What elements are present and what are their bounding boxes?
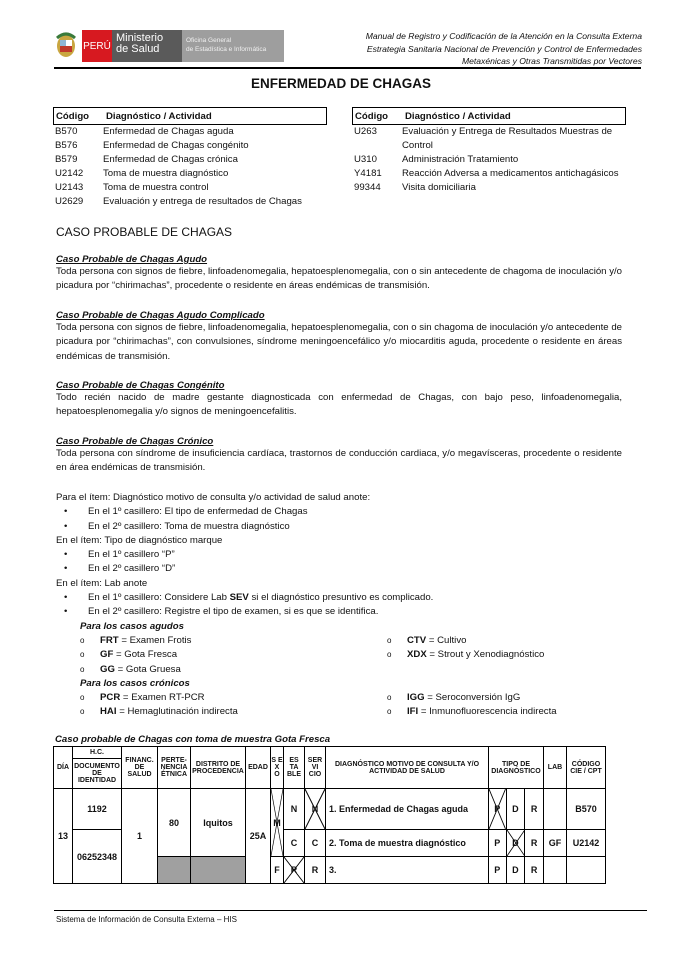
estable-n[interactable]: N [284, 789, 305, 830]
sexo-m-value: M [273, 817, 281, 828]
code-table-right [352, 107, 626, 195]
col-documento: DOCUMENTO DE IDENTIDAD [73, 759, 122, 789]
col-distrito: DISTRITO DE PROCEDENCIA [191, 747, 246, 789]
tipo-d[interactable]: D [506, 789, 525, 830]
manual-line: Manual de Registro y Codificación de la Atención en la Consulta Externa [365, 31, 642, 41]
col-sexo: S E X O [271, 747, 284, 789]
col-estable: ES TA BLE [284, 747, 305, 789]
estable-c[interactable]: C [284, 830, 305, 857]
code-desc: Evaluación y entrega de resultados de Chagas [103, 196, 302, 207]
tipo-d-value: D [512, 838, 519, 848]
col-lab: LAB [544, 747, 567, 789]
manual-line: Estrategia Sanitaria Nacional de Prevención y Control de Enfermedades [366, 43, 642, 54]
code-row [352, 167, 626, 181]
header-code: Código [355, 110, 389, 122]
code-value: U2142 [55, 168, 84, 179]
lab-code: IGG [407, 692, 425, 704]
pertenencia-empty [158, 857, 191, 884]
form-row [54, 789, 606, 830]
lab-code: GG [100, 663, 115, 675]
logo-office [182, 30, 284, 62]
tipo-r[interactable]: R [525, 789, 544, 830]
code-desc: Enfermedad de Chagas aguda [103, 126, 234, 137]
acute-cases-title: Para los casos agudos [80, 620, 184, 632]
pertenencia-value[interactable]: 80 [158, 789, 191, 857]
col-edad: EDAD [246, 747, 271, 789]
header-divider [54, 67, 641, 69]
code-desc: Administración Tratamiento [402, 154, 519, 165]
code-desc: Toma de muestra control [103, 182, 209, 193]
code-value: U310 [354, 154, 377, 165]
lab-code: GF [100, 649, 114, 661]
col-codigo: CÓDIGO CIE / CPT [567, 747, 606, 789]
instruction-bullet: • En el 2º casillero: Registre el tipo de examen, si es que se identifica. [80, 605, 636, 619]
lab-code: PCR [100, 692, 121, 704]
lab-item [100, 648, 407, 662]
code-row [53, 139, 327, 153]
code-row [352, 125, 626, 153]
code-table-header [53, 107, 327, 125]
lab-desc: = Seroconversión IgG [424, 692, 521, 704]
lab-desc: = Inmunofluorescencia indirecta [418, 706, 557, 718]
chronic-cases-title: Para los casos crónicos [80, 677, 190, 689]
logo-ministry-line2: de Salud [116, 43, 160, 55]
definition-chronic [56, 436, 622, 476]
lab-item [100, 634, 407, 648]
edad-value[interactable]: 25A [246, 789, 271, 884]
tipo-r[interactable]: R [525, 830, 544, 857]
servicio-r[interactable]: R [305, 857, 326, 884]
instruction-bullet: • En el 2º casillero: Toma de muestra diagnóstico [80, 520, 636, 534]
dia-value[interactable]: 13 [54, 789, 73, 884]
tipo-p[interactable]: P [489, 830, 507, 857]
footer-divider [54, 910, 647, 911]
definition-text: Todo recién nacido de madre gestante diagnosticada con enfermedad de Chagas, con bajo peso, linfoadenomegalia, hepatoesplenomegalia y/o signos de meningoencefalitis. [56, 392, 622, 418]
lab-code: CTV [407, 634, 427, 646]
definition-acute-complicated [56, 310, 622, 364]
code-value: U2629 [55, 196, 84, 207]
tipo-p-value: P [494, 804, 501, 814]
header-desc: Diagnóstico / Actividad [106, 110, 212, 122]
page-title: ENFERMEDAD DE CHAGAS [250, 76, 431, 91]
servicio-n[interactable] [305, 789, 326, 830]
code-row [53, 195, 327, 209]
logo-office-line2: de Estadística e Informática [186, 46, 267, 53]
col-diagnostico: DIAGNÓSTICO MOTIVO DE CONSULTA Y/O ACTIVIDAD DE SALUD [326, 747, 489, 789]
tipo-p[interactable]: P [489, 857, 507, 884]
instruction-heading: En el ítem: Tipo de diagnóstico marque [56, 534, 223, 546]
definition-congenital [56, 380, 622, 420]
code-desc: Toma de muestra diagnóstico [103, 168, 229, 179]
code-value: Y4181 [354, 168, 382, 179]
servicio-n-value: N [311, 804, 319, 814]
code-table-header [352, 107, 626, 125]
diagnosis-3[interactable]: 3. [326, 857, 489, 884]
lab-desc: = Examen RT-PCR [120, 692, 205, 704]
definition-acute [56, 254, 622, 294]
code-desc: Reacción Adversa a medicamentos antichagásicos [402, 168, 619, 179]
code-table-left [53, 107, 327, 209]
code-value[interactable] [567, 857, 606, 884]
tipo-p[interactable] [489, 789, 507, 830]
code-value: 99344 [354, 182, 381, 193]
col-dia: DÍA [54, 747, 73, 789]
definition-title: Caso Probable de Chagas Congénito [56, 380, 225, 391]
col-pertenencia: PERTE- NENCIA ÉTNICA [158, 747, 191, 789]
section-title: CASO PROBABLE DE CHAGAS [56, 225, 233, 239]
code-desc: Enfermedad de Chagas congénito [103, 140, 249, 151]
lab-desc: = Strout y Xenodiagnóstico [426, 649, 545, 661]
lab-code: IFI [407, 706, 419, 718]
definition-text: Toda persona con signos de fiebre, linfoadenomegalia, hepatoesplenomegalia, con o sin antecedente de chagoma de inoculación y/o picadura por “chirimachas”, procedente o residente en áreas endémicas de transmisión. [56, 266, 622, 292]
lab-item [407, 691, 667, 705]
col-hc: H.C. [73, 747, 122, 759]
code-row [53, 125, 327, 139]
instruction-heading: En el ítem: Lab anote [56, 577, 148, 589]
his-form-table [53, 746, 606, 884]
code-row [352, 181, 626, 195]
hc-value[interactable]: 1192 [73, 789, 122, 830]
sexo-m[interactable] [271, 789, 284, 857]
code-value: B576 [55, 140, 78, 151]
logo-country: PERÚ [82, 30, 112, 62]
manual-header [366, 30, 642, 68]
code-row [352, 153, 626, 167]
code-value: U263 [354, 126, 377, 137]
lab-item [100, 705, 407, 719]
definition-title: Caso Probable de Chagas Agudo Complicado [56, 310, 265, 321]
servicio-c[interactable]: C [305, 830, 326, 857]
definition-title: Caso Probable de Chagas Agudo [56, 254, 208, 265]
instruction-bullet [80, 591, 636, 605]
acute-lab-list [80, 634, 636, 677]
lab-desc: = Hemaglutinación indirecta [116, 706, 238, 718]
lab-code: XDX [407, 649, 427, 661]
footer-text: Sistema de Información de Consulta Externa – HIS [56, 915, 237, 924]
tipo-r[interactable]: R [525, 857, 544, 884]
header-desc: Diagnóstico / Actividad [405, 110, 511, 122]
distrito-value[interactable]: Iquitos [191, 789, 246, 857]
lab-item [100, 691, 407, 705]
code-row [53, 167, 327, 181]
bullet-text: En el 1º casillero: Considere Lab [88, 592, 230, 604]
col-tipo: TIPO DE DIAGNÓSTICO [489, 747, 544, 789]
lab-value[interactable]: GF [544, 830, 567, 857]
header-code: Código [56, 110, 90, 122]
code-value[interactable]: B570 [567, 789, 606, 830]
diagnosis-2[interactable]: 2. Toma de muestra diagnóstico [326, 830, 489, 857]
estable-r[interactable] [284, 857, 305, 884]
lab-code-sev: SEV [229, 592, 249, 604]
ministry-logo [54, 30, 284, 62]
lab-item [407, 705, 667, 719]
sexo-f[interactable]: F [271, 857, 284, 884]
lab-item [407, 648, 667, 662]
lab-code: FRT [100, 634, 119, 646]
tipo-d[interactable]: D [506, 857, 525, 884]
estable-r-value: R [290, 865, 298, 875]
code-value[interactable]: U2142 [567, 830, 606, 857]
instruction-bullet: • En el 1º casillero: El tipo de enfermedad de Chagas [80, 505, 636, 519]
code-desc: Visita domiciliaria [402, 182, 476, 193]
instruction-bullet: • En el 1º casillero “P” [80, 548, 636, 562]
distrito-empty [191, 857, 246, 884]
bullet-text: si el diagnóstico presuntivo es complicado. [248, 592, 434, 604]
definition-title: Caso Probable de Chagas Crónico [56, 436, 214, 447]
tipo-d[interactable] [506, 830, 525, 857]
logo-office-line1: Oficina General [186, 37, 232, 44]
diagnosis-1[interactable]: 1. Enfermedad de Chagas aguda [326, 789, 489, 830]
lab-desc: = Cultivo [426, 634, 467, 646]
lab-desc: = Gota Gruesa [114, 663, 181, 675]
col-servicio: SER VI CIO [305, 747, 326, 789]
instruction-heading: Para el ítem: Diagnóstico motivo de consulta y/o actividad de salud anote: [56, 492, 371, 503]
code-row [53, 181, 327, 195]
lab-item [407, 634, 667, 648]
instruction-bullet: • En el 2º casillero “D” [80, 562, 636, 576]
logo-ministry [112, 30, 182, 62]
lab-desc: = Gota Fresca [113, 649, 178, 661]
definition-text: Toda persona con síndrome de insuficiencia cardíaca, trastornos de conducción cardiaca, y/o megavísceras, procedente o residente en área endémicas de transmisión. [56, 448, 622, 474]
lab-desc: = Examen Frotis [118, 634, 192, 646]
instructions [56, 491, 636, 720]
lab-code: HAI [100, 706, 117, 718]
code-value: B579 [55, 154, 78, 165]
code-value: U2143 [55, 182, 84, 193]
form-caption: Caso probable de Chagas con toma de muestra Gota Fresca [55, 734, 331, 745]
code-row [53, 153, 327, 167]
code-desc: Enfermedad de Chagas crónica [103, 154, 238, 165]
logo-ministry-line1: Ministerio [116, 32, 164, 44]
manual-line: Metaxénicas y Otras Transmitidas por Vectores [461, 56, 642, 66]
lab-value[interactable] [544, 857, 567, 884]
definition-text: Toda persona con signos de fiebre, linfoadenomegalia, hepatoesplenomegalia, con o sin chagoma de inoculación y/o antecedente de picadura por “chirimachas”, con convulsiones, síndrome meningoencefálico y/o miocarditis aguda, procedente o residente en áreas endémicas de transmisión. [56, 322, 622, 362]
coat-of-arms-icon [54, 30, 78, 60]
col-financ: FINANC. DE SALUD [122, 747, 158, 789]
lab-item [100, 663, 407, 677]
code-value: B570 [55, 126, 78, 137]
lab-value[interactable] [544, 789, 567, 830]
chronic-lab-list [80, 691, 636, 720]
financ-value[interactable]: 1 [122, 789, 158, 884]
code-desc: Evaluación y Entrega de Resultados Muestras de Control [402, 126, 613, 151]
documento-value[interactable]: 06252348 [73, 830, 122, 884]
